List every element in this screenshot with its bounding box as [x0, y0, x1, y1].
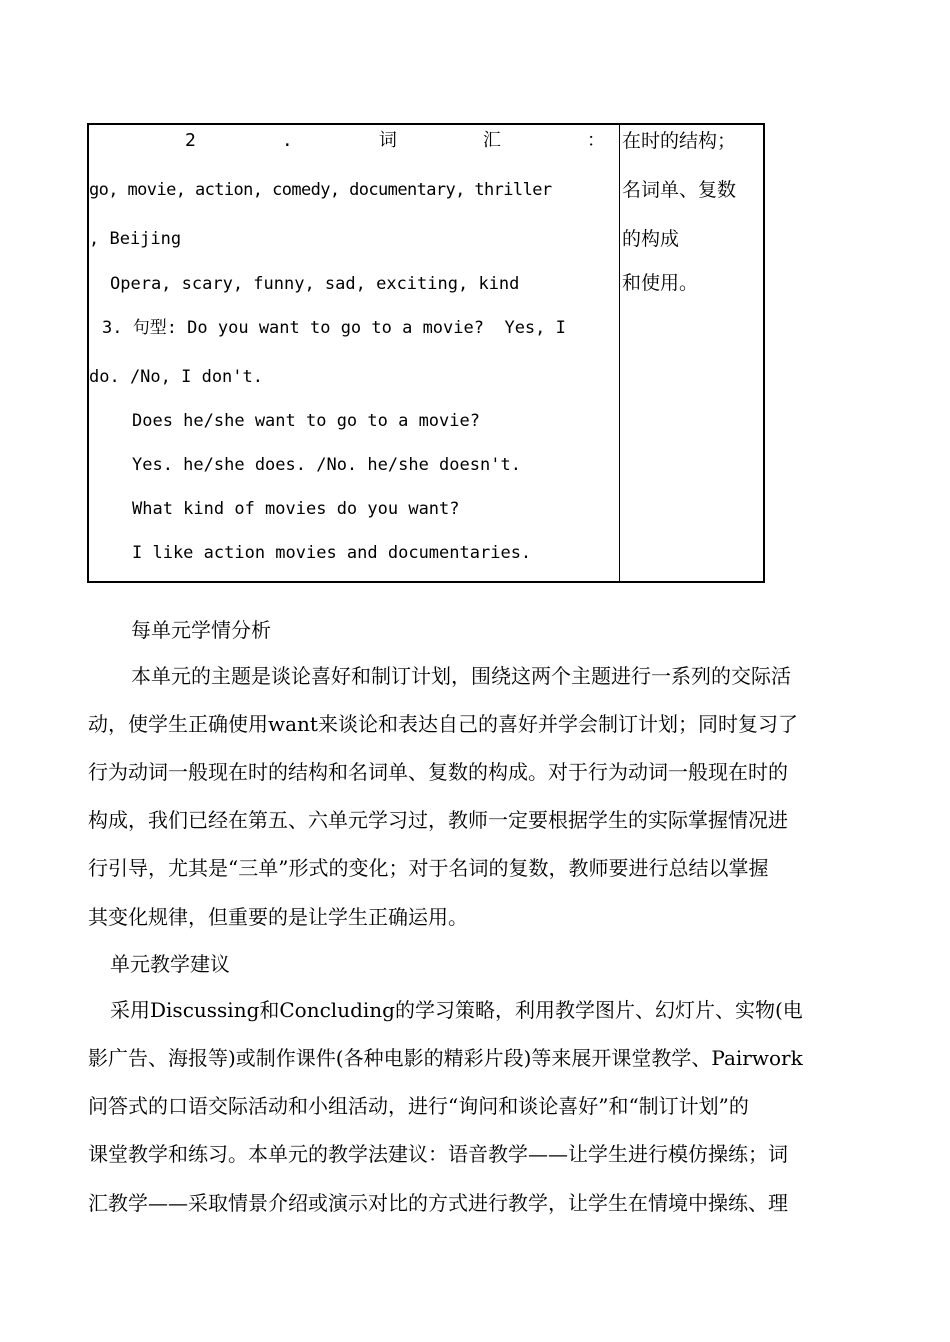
- pattern-line-4: Yes. he/she does. /No. he/she doesn't.: [132, 455, 521, 475]
- vocab-heading-number: 2: [185, 130, 196, 151]
- right-line-3: 的构成: [622, 228, 680, 250]
- pattern-line-6: I like action movies and documentaries.: [132, 543, 532, 563]
- vocab-heading-colon: ：: [587, 130, 605, 151]
- analysis-heading: 每单元学情分析: [131, 618, 271, 642]
- content-table: [87, 123, 765, 583]
- vocab-line-1: go, movie, action, comedy, documentary, thriller: [89, 180, 552, 200]
- analysis-line-1: 本单元的主题是谈论喜好和制订计划，围绕这两个主题进行一系列的交际活: [131, 664, 791, 688]
- table-right-cell: [622, 125, 764, 581]
- analysis-line-6: 其变化规律，但重要的是让学生正确运用。: [88, 905, 468, 929]
- vocab-heading-char1: 词: [378, 130, 397, 151]
- vocab-heading-char2: 汇: [482, 130, 501, 151]
- pattern-line-3: Does he/she want to go to a movie?: [132, 411, 480, 431]
- vocab-heading-dot: .: [281, 130, 293, 151]
- right-line-1: 在时的结构；: [622, 130, 737, 152]
- analysis-line-5: 行引导，尤其是“三单”形式的变化；对于名词的复数，教师要进行总结以掌握: [88, 856, 769, 880]
- suggestion-line-1: 采用Discussing和Concluding的学习策略，利用教学图片、幻灯片、实物(电: [110, 998, 803, 1022]
- right-line-2: 名词单、复数: [622, 179, 737, 201]
- suggestion-line-3: 问答式的口语交际活动和小组活动，进行“询问和谈论喜好”和“制订计划”的: [88, 1094, 749, 1118]
- suggestion-line-5: 汇教学——采取情景介绍或演示对比的方式进行教学，让学生在情境中操练、理: [88, 1191, 788, 1215]
- analysis-line-3: 行为动词一般现在时的结构和名词单、复数的构成。对于行为动词一般现在时的: [88, 760, 788, 784]
- vocab-line-2: , Beijing: [89, 229, 182, 249]
- suggestion-line-2: 影广告、海报等)或制作课件(各种电影的精彩片段)等来展开课堂教学、Pairwork: [88, 1046, 803, 1070]
- analysis-line-4: 构成，我们已经在第五、六单元学习过，教师一定要根据学生的实际掌握情况进: [88, 808, 788, 832]
- table-left-cell: [89, 125, 619, 581]
- vocab-line-3: Opera, scary, funny, sad, exciting, kind: [110, 274, 520, 294]
- right-line-4: 和使用。: [622, 272, 699, 294]
- pattern-line-1: 3. 句型: Do you want to go to a movie? Yes, I: [102, 318, 566, 338]
- pattern-line-5: What kind of movies do you want?: [132, 499, 460, 519]
- analysis-line-2: 动，使学生正确使用want来谈论和表达自己的喜好并学会制订计划；同时复习了: [88, 712, 798, 736]
- suggestion-line-4: 课堂教学和练习。本单元的教学法建议：语音教学——让学生进行模仿操练；词: [88, 1142, 788, 1166]
- table-column-divider: [619, 125, 620, 581]
- suggestion-heading: 单元教学建议: [110, 952, 230, 976]
- vocab-heading: [89, 130, 615, 152]
- pattern-line-2: do. /No, I don't.: [89, 367, 263, 387]
